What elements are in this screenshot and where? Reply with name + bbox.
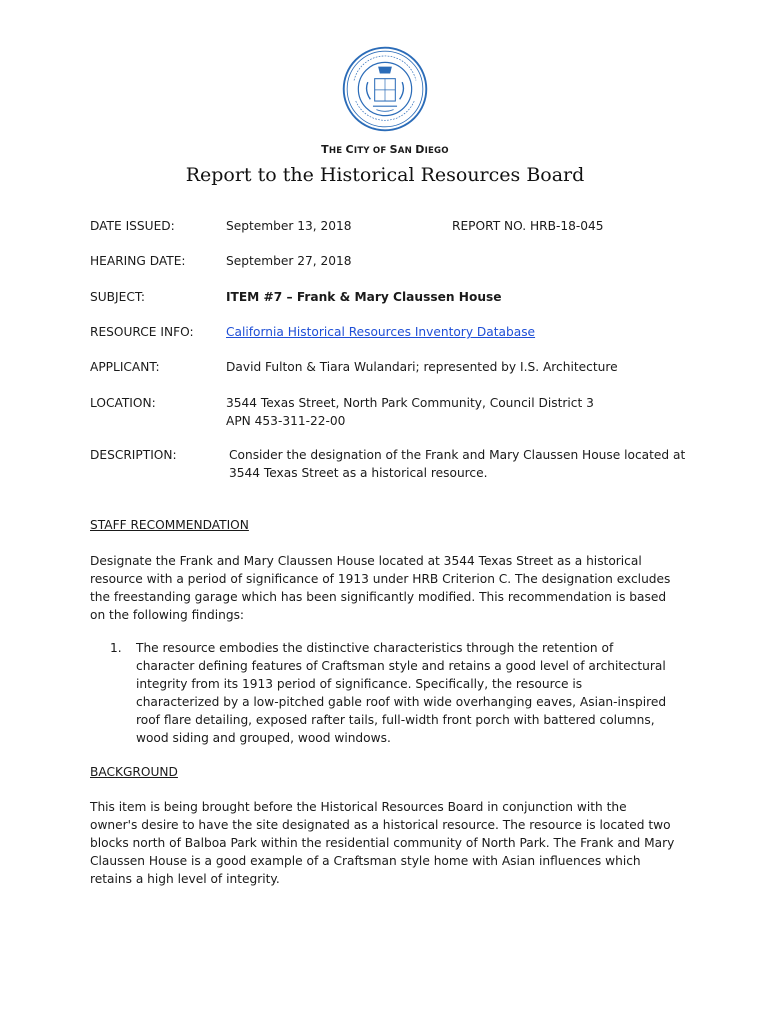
description-value: Consider the designation of the Frank and Mary Claussen House located at 3544 Texas Street as a historical resource. [229,448,686,480]
background-paragraph: This item is being brought before the Historical Resources Board in conjunction with the owner's desire to have the site designated as a historical resource. The resource is located two blocks north of Balboa Park within the residential community of North Park. The Frank and Mary Claussen House is a good example of a Craftsman style home with Asian influences which retains a high level of integrity. [90,800,675,886]
location-address: 3544 Texas Street, North Park Community, Council District 3 [226,396,594,410]
location-label: LOCATION: [90,396,156,410]
resource-database-link[interactable]: California Historical Resources Inventory Database [226,325,536,339]
subject-label: SUBJECT: [90,290,146,304]
subject-value: ITEM #7 – Frank & Mary Claussen House [226,290,502,304]
background-heading: BACKGROUND [90,765,178,779]
hearing-date-value: September 27, 2018 [226,254,352,268]
city-name: THE CITY OF SAN DIEGO [321,143,449,156]
applicant-label: APPLICANT: [90,360,160,374]
hearing-date-label: HEARING DATE: [90,254,186,268]
report-title: Report to the Historical Resources Board [185,164,585,186]
applicant-value: David Fulton & Tiara Wulandari; represented by I.S. Architecture [226,360,618,374]
location-value [226,395,686,430]
location-apn: APN 453-311-22-00 [226,413,346,428]
date-issued-value: September 13, 2018 [226,219,352,233]
finding-text: The resource embodies the distinctive characteristics through the retention of character defining features of Craftsman style and retains a good level of architectural integrity from its 1913 period of significance. Specifically, the resource is characterized by a low-pitched gable roof with wide overhanging eaves, Asian-inspired roof flare detailing, exposed rafter tails, full-width front porch with battered columns, wood siding and grouped, wood windows. [136,641,667,745]
staff-recommendation-paragraph: Designate the Frank and Mary Claussen House located at 3544 Texas Street as a historical resource with a period of significance of 1913 under HRB Criterion C. The designation excludes the freestanding garage which has been significantly modified. This recommendation is based on the following findings: [90,554,671,622]
date-issued-label: DATE ISSUED: [90,219,175,233]
finding-number: 1. [110,641,122,655]
staff-recommendation-heading: STAFF RECOMMENDATION [90,518,249,532]
resource-info-label: RESOURCE INFO: [90,325,194,339]
description-label: DESCRIPTION: [90,448,177,462]
city-seal-icon [342,46,428,132]
report-number: REPORT NO. HRB-18-045 [452,219,604,233]
